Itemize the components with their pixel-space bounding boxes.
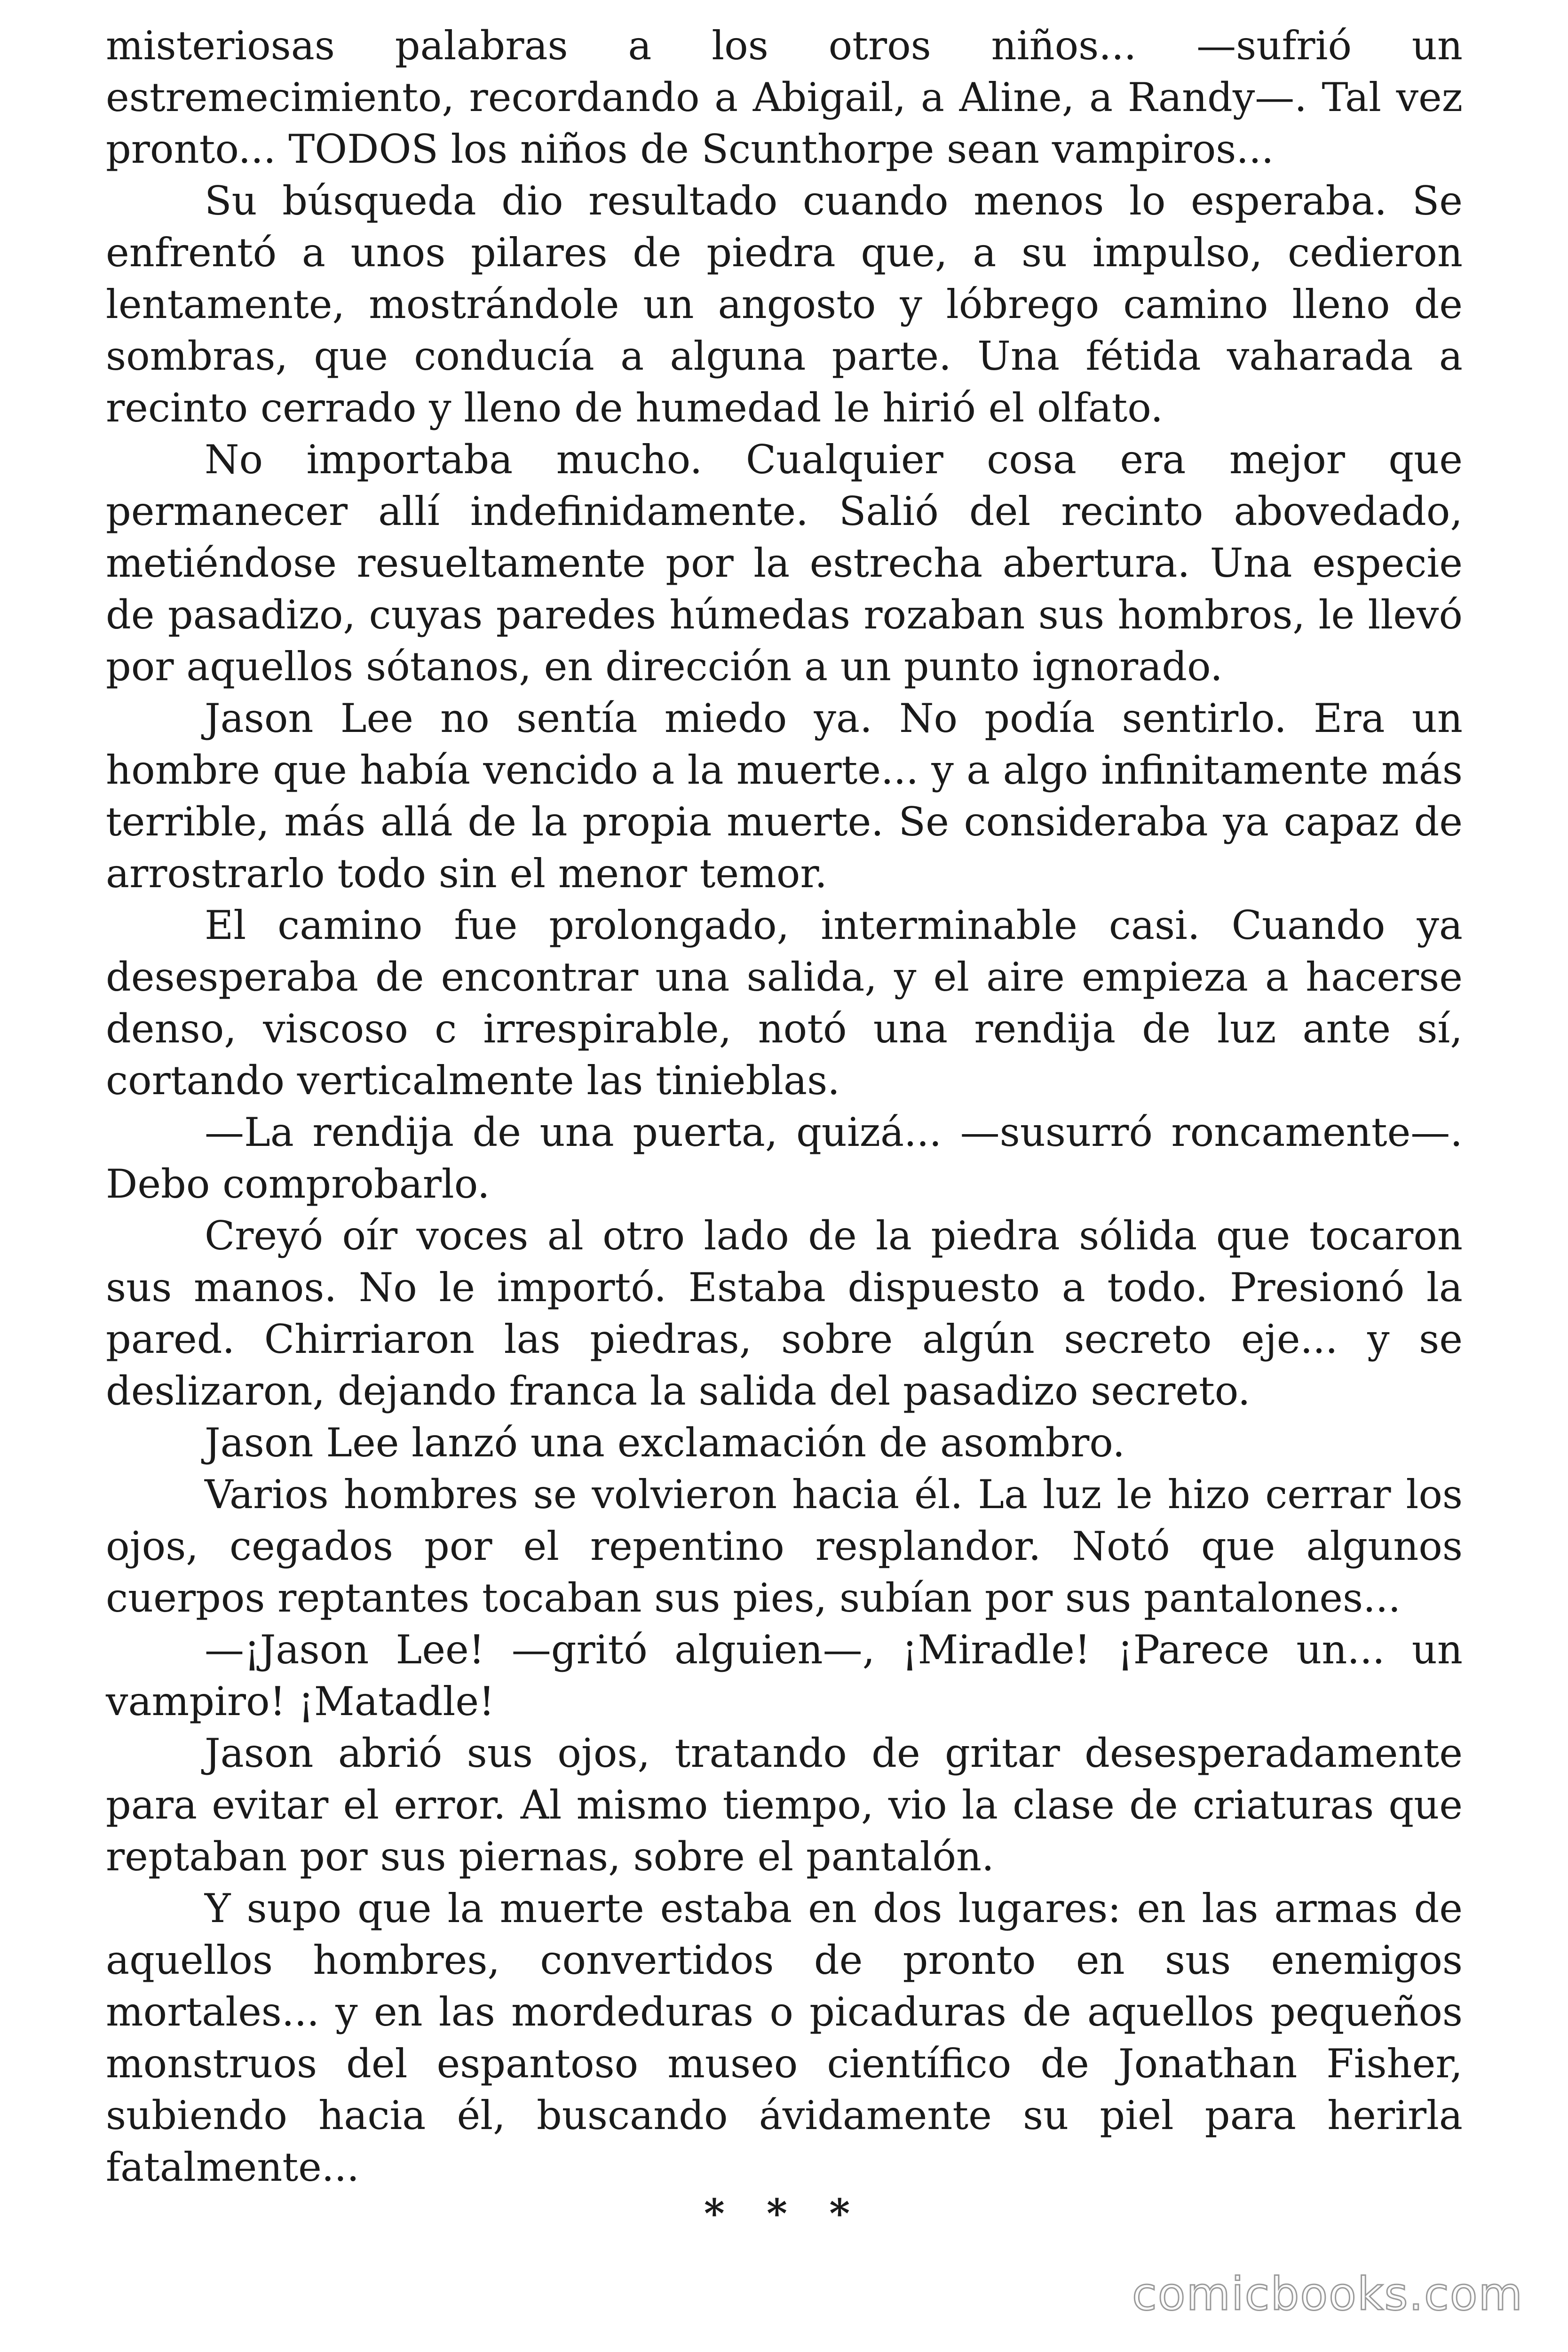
paragraph: Jason Lee lanzó una exclamación de asombro. bbox=[205, 1420, 1125, 1466]
paragraph: misteriosas palabras a los otros niños... —sufrió un estremecimiento, recordando a Abigail, a Aline, a Randy—. Tal vez pronto... TODOS los niños de Scunthorpe sean vampiros... bbox=[106, 23, 1463, 172]
paragraph: Su búsqueda dio resultado cuando menos lo esperaba. Se enfrentó a unos pilares de piedra que, a su impulso, cedieron lentamente, mostrándole un angosto y lóbrego camino lleno de sombras, que conducía a alguna parte. Una fétida vaharada a recinto cerrado y lleno de humedad le hirió el olfato. bbox=[106, 178, 1463, 431]
paragraph: Jason Lee no sentía miedo ya. No podía sentirlo. Era un hombre que había vencido a la muerte... y a algo infinitamente más terrible, más allá de la propia muerte. Se consideraba ya capaz de arrostrarlo todo sin el menor temor. bbox=[106, 695, 1463, 897]
watermark-text: comicbooks.com bbox=[1132, 2268, 1523, 2320]
paragraph: Creyó oír voces al otro lado de la piedra sólida que tocaron sus manos. No le importó. Estaba dispuesto a todo. Presionó la pared. Chirriaron las piedras, sobre algún secreto eje... y se deslizaron, dejando franca la salida del pasadizo secreto. bbox=[106, 1213, 1463, 1414]
paragraph: El camino fue prolongado, interminable casi. Cuando ya desesperaba de encontrar una salida, y el aire empieza a hacerse denso, viscoso c irrespirable, notó una rendija de luz ante sí, cortando verticalmente las tinieblas. bbox=[106, 902, 1463, 1104]
paragraph: No importaba mucho. Cualquier cosa era mejor que permanecer allí indefinidamente. Salió del recinto abovedado, metiéndose resueltamente por la estrecha abertura. Una especie de pasadizo, cuyas paredes húmedas rozaban sus hombros, le llevó por aquellos sótanos, en dirección a un punto ignorado. bbox=[106, 437, 1463, 690]
paragraph: Y supo que la muerte estaba en dos lugares: en las armas de aquellos hombres, convertidos de pronto en sus enemigos mortales... y en las mordeduras o picaduras de aquellos pequeños monstruos del espantoso museo científico de Jonathan Fisher, subiendo hacia él, buscando ávidamente su piel para herirla fatalmente... bbox=[106, 1885, 1463, 2190]
page-text bbox=[106, 20, 1463, 2193]
paragraph: —¡Jason Lee! —gritó alguien—, ¡Miradle! ¡Parece un... un vampiro! ¡Matadle! bbox=[106, 1627, 1463, 1724]
paragraph: Varios hombres se volvieron hacia él. La luz le hizo cerrar los ojos, cegados por el repentino resplandor. Notó que algunos cuerpos reptantes tocaban sus pies, subían por sus pantalones... bbox=[106, 1471, 1463, 1621]
paragraph: Jason abrió sus ojos, tratando de gritar desesperadamente para evitar el error. Al mismo tiempo, vio la clase de criaturas que reptaban por sus piernas, sobre el pantalón. bbox=[106, 1730, 1463, 1880]
paragraph: —La rendija de una puerta, quizá... —susurró roncamente—. Debo comprobarlo. bbox=[106, 1109, 1463, 1207]
section-separator: * * * bbox=[704, 2190, 864, 2237]
